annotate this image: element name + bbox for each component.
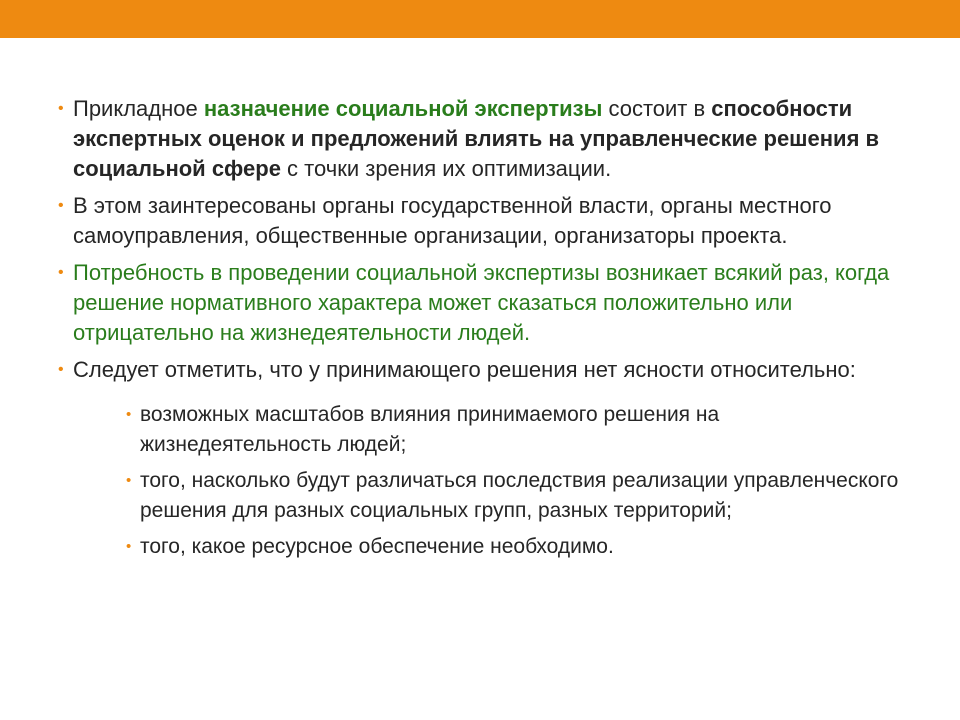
spacer: [56, 392, 916, 400]
bullet-4: [56, 355, 916, 385]
bullet-3: [56, 258, 916, 348]
bullet-dot-icon: •: [58, 361, 64, 378]
sub-bullet-3: [124, 532, 916, 562]
bullet-dot-icon: •: [58, 197, 64, 214]
sub-bullet-2-text: того, насколько будут различаться последствия реализации управленческого решения для разных социальных групп, разных территорий;: [140, 469, 899, 522]
bullet-1: [56, 94, 916, 184]
bullet-1-text-1: Прикладное: [73, 96, 204, 121]
slide-content: [56, 94, 916, 568]
bullet-3-text: Потребность в проведении социальной экспертизы возникает всякий раз, когда решение нормативного характера может сказаться положительно или отрицательно на жизнедеятельности людей.: [73, 260, 890, 345]
bullet-1-bold: способности экспертных оценок и предложений влиять на управленческие решения в социальной сфере: [73, 96, 880, 181]
sub-bullet-dot-icon: •: [126, 406, 132, 423]
sub-bullet-2: [124, 466, 916, 526]
bullet-1-highlight: назначение социальной экспертизы: [203, 96, 603, 121]
bullet-1-text-2: состоит в: [602, 96, 712, 121]
sub-bullet-dot-icon: •: [126, 472, 132, 489]
bullet-1-text-3: с точки зрения их оптимизации.: [280, 156, 612, 181]
bullet-2: [56, 191, 916, 251]
sub-bullet-1-text: возможных масштабов влияния принимаемого решения на жизнедеятельность людей;: [140, 403, 720, 456]
bullet-2-text: В этом заинтересованы органы государственной власти, органы местного самоуправления, общественные организации, организаторы проекта.: [73, 193, 832, 248]
sub-bullet-1: [124, 400, 916, 460]
bullet-dot-icon: •: [58, 264, 64, 281]
sub-bullet-dot-icon: •: [126, 538, 132, 555]
bullet-dot-icon: •: [58, 100, 64, 117]
sub-bullet-3-text: того, какое ресурсное обеспечение необходимо.: [140, 535, 614, 558]
bullet-4-text: Следует отметить, что у принимающего решения нет ясности относительно:: [73, 357, 856, 382]
top-accent-bar: [0, 0, 960, 38]
